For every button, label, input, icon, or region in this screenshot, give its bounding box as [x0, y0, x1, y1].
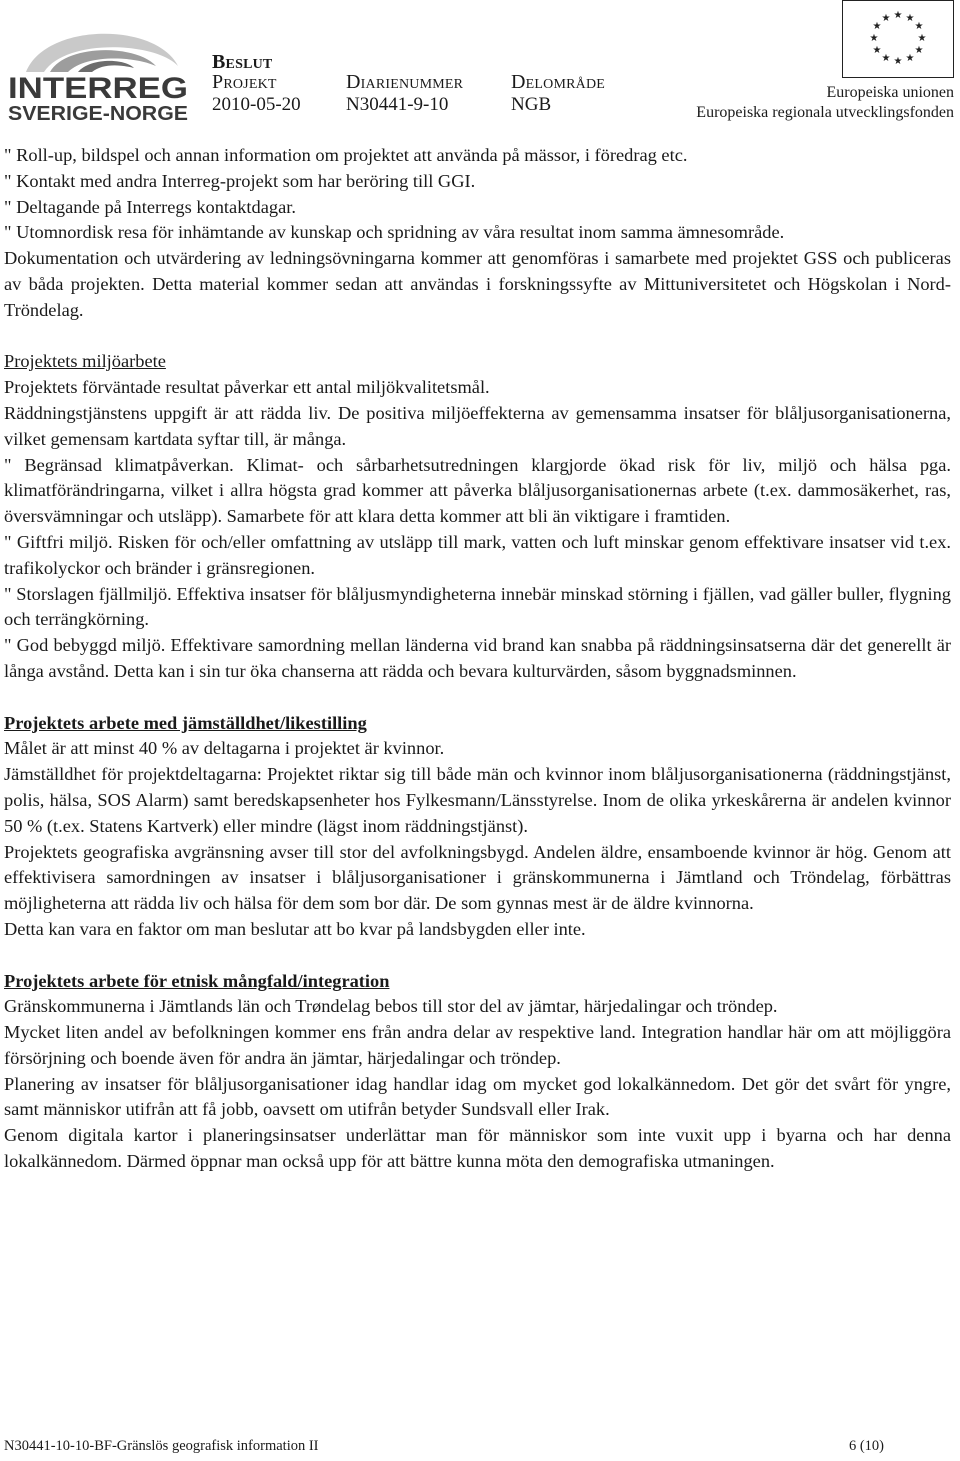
decision-date: 2010-05-20 [212, 94, 301, 115]
svg-text:★: ★ [914, 21, 924, 32]
paragraph: Jämställdhet för projektdeltagarna: Projektet riktar sig till både män och kvinnor inom blåljusorganisationerna (räddningstjänst, polis, hälsa, SOS Alarm) samt beredskapsenheter hos Fylkesmann/Länsstyrelse. Inom de olika yrkeskårerna är andelen kvinnor 50 % (t.ex. Statens Kartverk) eller mindre (lägst inom räddningstjänst). [4, 764, 951, 836]
paragraph: Projektets förväntade resultat påverkar ett antal miljökvalitetsmål. [4, 377, 490, 398]
eu-fund-label: Europeiska regionala utvecklingsfonden [696, 104, 954, 121]
svg-text:★: ★ [905, 13, 915, 24]
delomrade-value: NGB [511, 94, 552, 115]
document-body [4, 143, 951, 1175]
bullet-utomnordisk: " Utomnordisk resa för inhämtande av kunskap och spridning av våra resultat inom samma ämnesområde. [4, 222, 785, 243]
paragraph: Räddningstjänstens uppgift är att rädda liv. De positiva miljöeffekterna av gemensamma insatser för blåljusorganisationerna, vilket gemensam kartdata syftar till, är många. [4, 402, 951, 449]
paragraph: Planering av insatser för blåljusorganisationer idag handlar idag om mycket god lokalkännedom. Det gör det svårt för yngre, samt människor utifrån att få jobb, oavsett om utifrån betyder Sundsvall eller Irak. [4, 1073, 951, 1120]
eu-union-label: Europeiska unionen [826, 84, 954, 101]
paragraph: Projektets geografiska avgränsning avser till stor del avfolkningsbygd. Andelen äldre, ensamboende kvinnor är hög. Genom att effektivisera samordningen av insatser i blåljusorganisationer i gränskommunerna i Jämtland och Tröndelag, förbättras möjligheterna att rädda liv och hälsa för dem som bor där. De som gynnas mest är de äldre kvinnorna. [4, 841, 951, 914]
paragraph-dokumentation: Dokumentation och utvärdering av ledningsövningarna kommer att genomföras i samarbete med projektet GSS och publiceras av båda projekten. Detta material kommer sedan att användas i forskningssyfte av Mittuniversitetet och Högskolan i Nord-Tröndelag. [4, 248, 951, 320]
paragraph: " Begränsad klimatpåverkan. Klimat- och sårbarhetsutredningen klargjorde ökad risk för liv, miljö och hälsa pga. klimatförändringarna, vilket i allra högsta grad kommer att påverka blåljusorganisationernas arbete (t.ex. dammosäkerhet, ras, översvämningar och utsläpp). Samarbete för att klara detta kommer att bli än viktigare i framtiden. [4, 454, 951, 527]
svg-text:★: ★ [881, 53, 891, 64]
footer-document-id: N30441-10-10-BF-Gränslös geografisk information II [4, 1438, 319, 1454]
diarienummer-value: N30441-9-10 [346, 94, 449, 115]
paragraph: " God bebyggd miljö. Effektivare samordning mellan länderna vid brand kan snabba på räddningsinsatserna där det generellt är långa avstånd. Detta kan i sin tur öka chanserna att rädda och bevara kulturvärden, såsom byggnadsminnen. [4, 635, 951, 681]
header-beslut-col [212, 52, 301, 116]
eu-block [684, 0, 954, 130]
svg-text:★: ★ [872, 45, 882, 56]
svg-text:★: ★ [917, 33, 927, 44]
heading-jamstalldhet: Projektets arbete med jämställdhet/likestilling [4, 712, 367, 733]
projekt-label: Projekt [212, 71, 277, 93]
svg-text:★: ★ [869, 33, 879, 44]
svg-text:★: ★ [881, 13, 891, 24]
svg-text:★: ★ [914, 45, 924, 56]
svg-text:★: ★ [893, 10, 903, 21]
beslut-label: Beslut [212, 51, 273, 73]
paragraph: Detta kan vara en faktor om man beslutar att bo kvar på landsbygden eller inte. [4, 918, 586, 939]
svg-text:★: ★ [872, 21, 882, 32]
paragraph: Gränskommunerna i Jämtlands län och Trøndelag bebos till stor del av jämtar, härjedalingar och tröndер. [4, 996, 778, 1017]
paragraph: " Giftfri miljö. Risken för och/eller omfattning av utsläpp till mark, vatten och luft minskar genom effektivare insatser vid t.ex. trafikolyckor och bränder i gränsregionen. [4, 531, 951, 578]
interreg-logo [6, 14, 190, 126]
heading-miljoarbete: Projektets miljöarbete [4, 351, 166, 372]
page-footer [4, 1438, 884, 1455]
logo-text-sverige-norge: SVERIGE-NORGE [8, 103, 188, 125]
paragraph: Genom digitala kartor i planeringsinsatser underlättar man för människor som inte vuxit upp i byarna och har denna lokalkännedom. Därmed öppnar man också upp för att bättre kunna möta den demografiska utmaningen. [4, 1125, 951, 1172]
paragraph: " Storslagen fjällmiljö. Effektiva insatser för blåljusmyndigheterna innebär minskad störning i fjällen, vad gäller buller, flygning och terrängkörning. [4, 583, 951, 630]
delomrade-label: Delområde [511, 71, 606, 93]
header-diarienummer-col [346, 72, 463, 116]
bullet-rollup: " Roll-up, bildspel och annan information om projektet att använda på mässor, i föredrag etc. [4, 145, 688, 165]
bullet-kontakt: " Kontakt med andra Interreg-projekt som har beröring till GGI. [4, 170, 476, 191]
page-header [0, 0, 960, 130]
svg-text:★: ★ [905, 53, 915, 64]
svg-text:★: ★ [893, 56, 903, 67]
logo-text-interreg: INTERREG [8, 72, 188, 105]
paragraph: Mycket liten andel av befolkningen kommer ens från andra delar av respektive land. Integration handlar här om att möjliggöra försörjning och boende även för andra än jämtar, härjedalingar och tröndер. [4, 1022, 951, 1068]
heading-mangfald: Projektets arbete för etnisk mångfald/integration [4, 970, 390, 991]
paragraph: Målet är att minst 40 % av deltagarna i projektet är kvinnor. [4, 738, 445, 759]
bullet-kontaktdagar: " Deltagande på Interregs kontaktdagar. [4, 196, 296, 217]
eu-flag-icon [842, 0, 954, 78]
diarienummer-label: Diarienummer [346, 71, 464, 93]
header-delomrade-col [511, 72, 605, 116]
footer-page-number: 6 (10) [848, 1438, 884, 1454]
